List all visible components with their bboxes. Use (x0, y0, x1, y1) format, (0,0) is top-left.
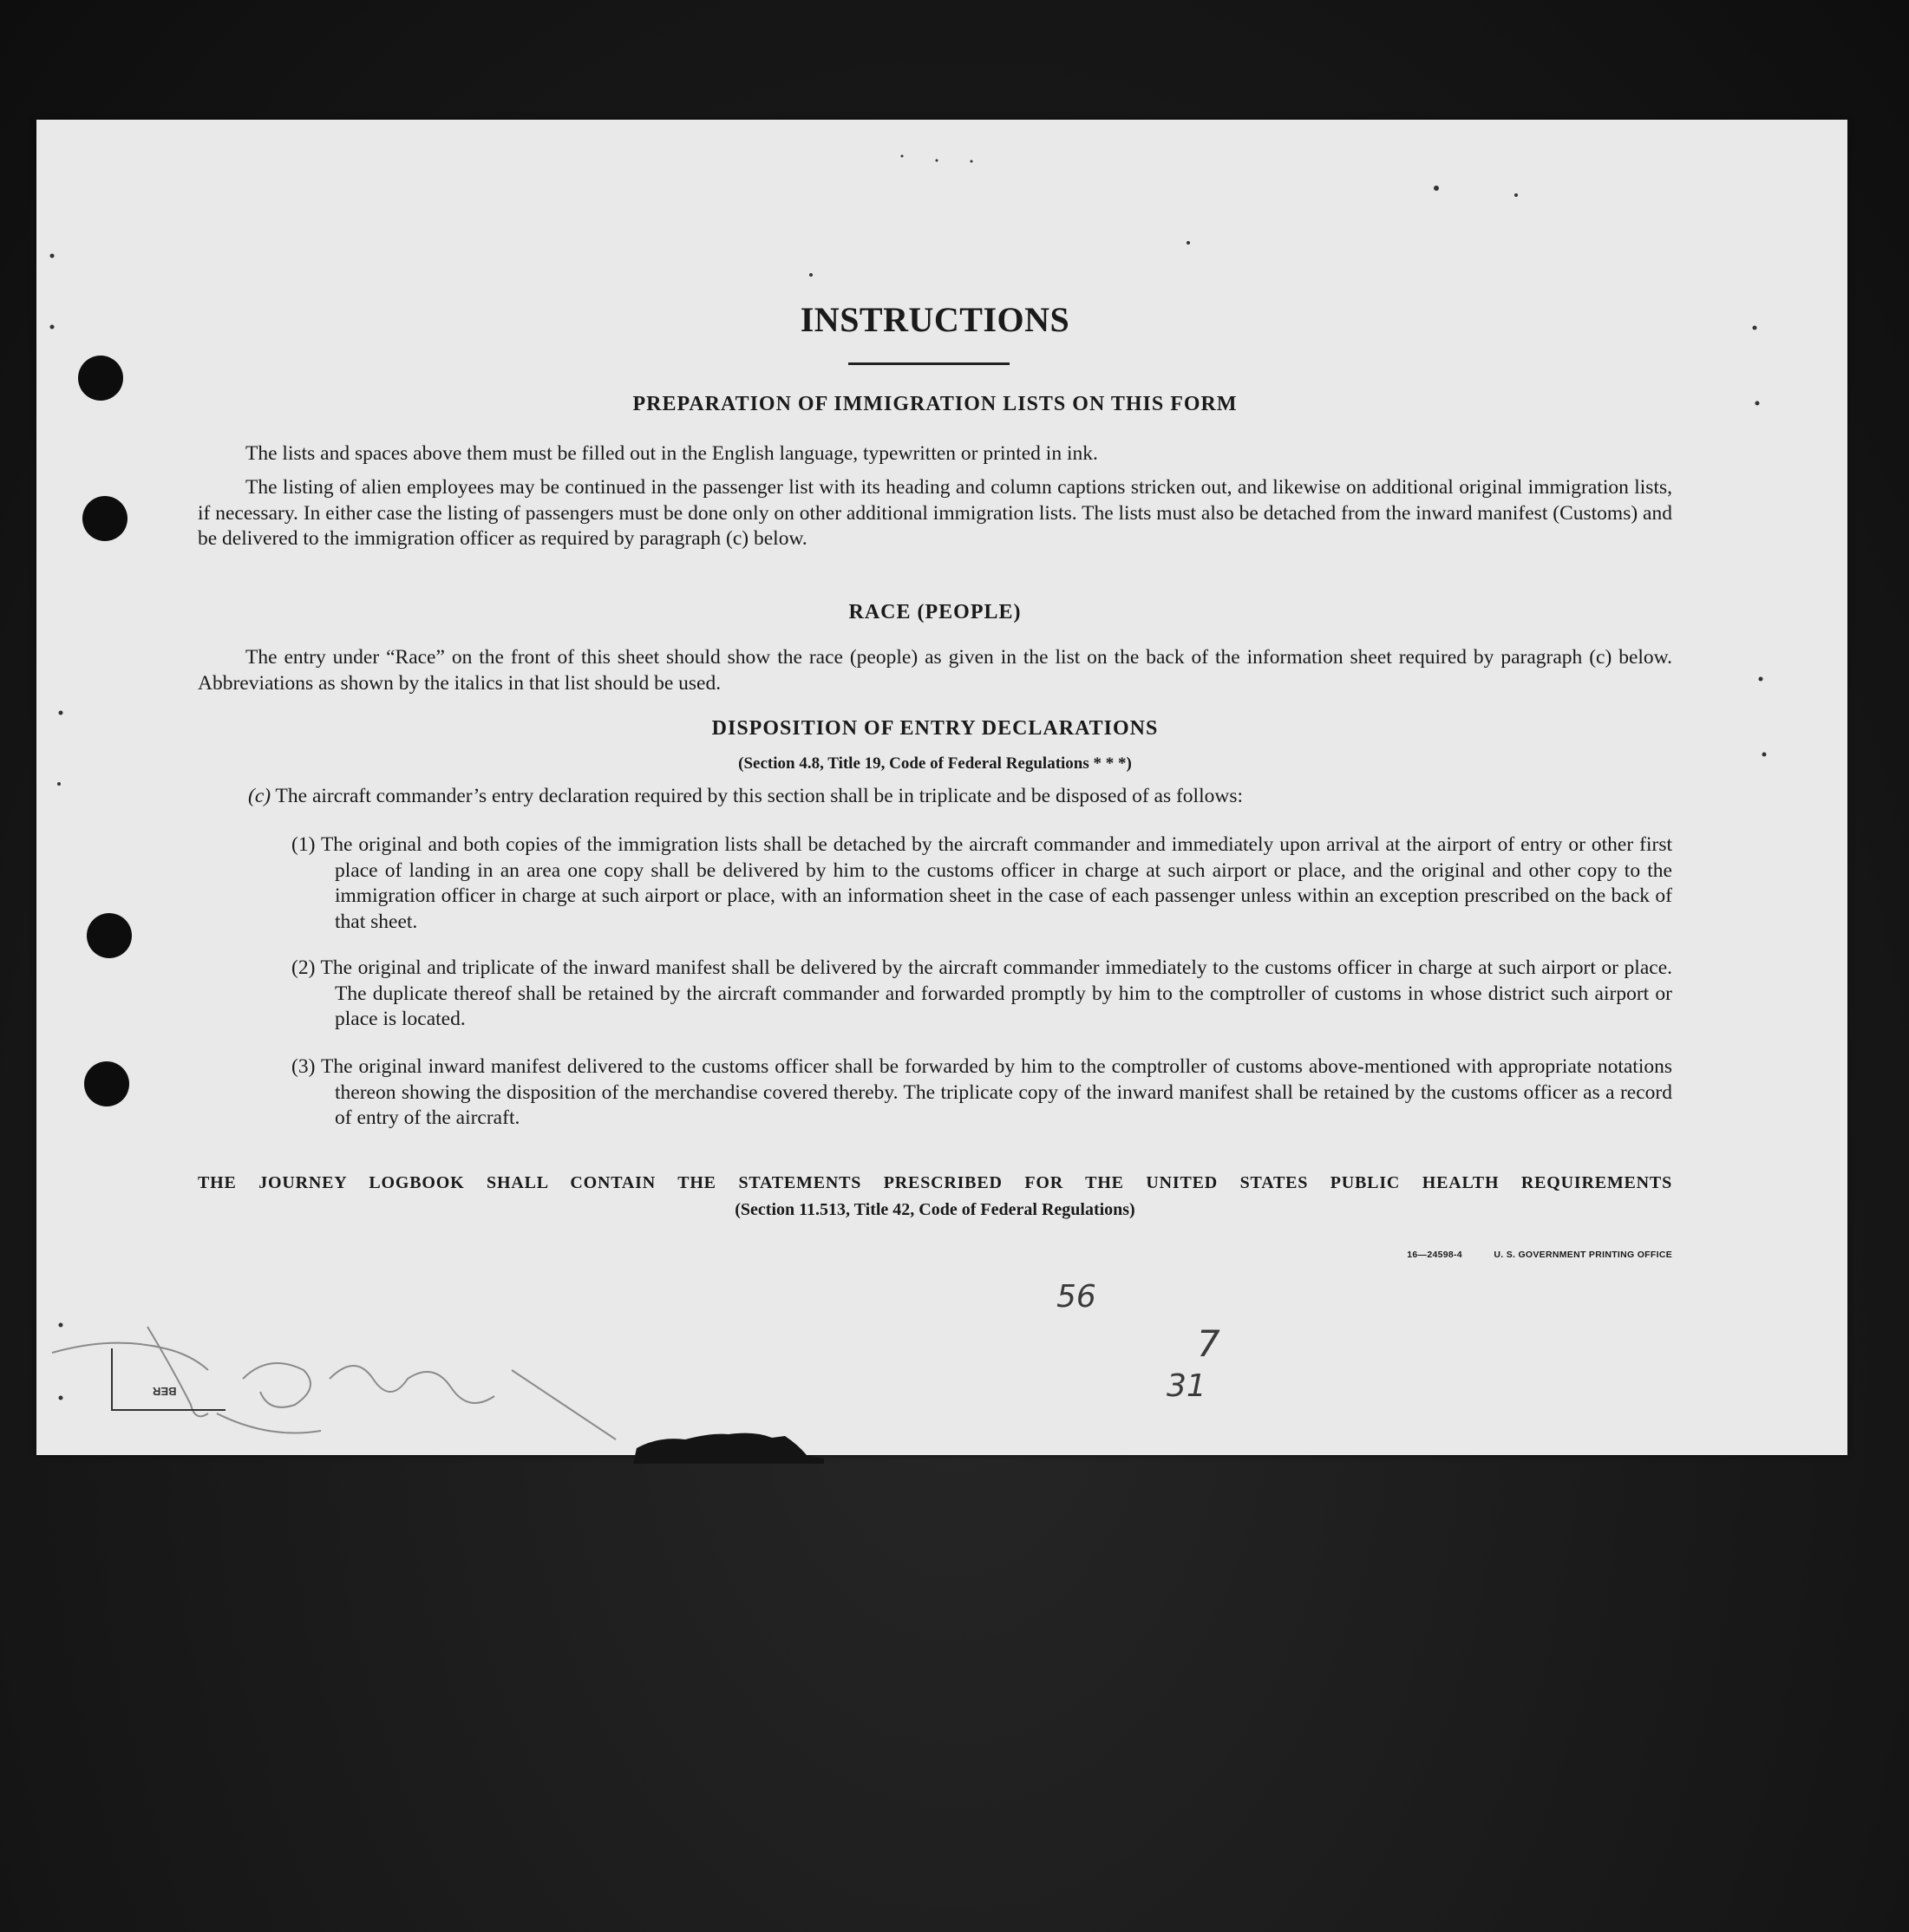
handwritten-note: 31 (1167, 1368, 1206, 1404)
item-text: The original and both copies of the immigration lists shall be detached by the aircraft commander and immediately upon arrival at the airport of entry or other first place of landing in an area one copy shall be delivered by him to the customs officer in charge at such airport or place, and the original and other copy to the immigration officer in charge at such airport or place, with an information sheet in the case of each passenger unless within an exception prescribed on the back of that sheet. (320, 833, 1673, 933)
paragraph-alien-employees: The listing of alien employees may be continued in the passenger list with its heading and column captions stricken out, and likewise on additional original immigration lists, if necessary. In either case the listing of passengers must be done only on other additional immigration lists. The lists must also be detached from the inward manifest (Customs) and be delivered to the immigration officer as required by paragraph (c) below. (198, 476, 1672, 550)
stamp-box (111, 1348, 226, 1411)
page-title: INSTRUCTIONS (800, 300, 1070, 339)
section-heading-race: RACE (PEOPLE) (848, 601, 1022, 623)
item-text: The original inward manifest delivered to the customs officer shall be forwarded by him to the comptroller of customs above-mentioned with appropriate notations thereon showing the disposition of the merchandise covered thereby. The triplicate copy of the inward manifest shall be retained by the customs officer as a record of entry of the aircraft. (321, 1055, 1673, 1129)
stamp-fragment: BER (153, 1385, 177, 1398)
form-number: 16—24598-4 (1407, 1250, 1462, 1260)
health-requirements-statement: THE JOURNEY LOGBOOK SHALL CONTAIN THE STATEMENTS PRESCRIBED FOR THE UNITED STATES PUBLIC HEALTH REQUIREMENTS (198, 1173, 1672, 1192)
intro-label: (c) (248, 785, 271, 807)
list-item (291, 956, 1672, 1033)
section-heading-preparation: PREPARATION OF IMMIGRATION LISTS ON THIS FORM (632, 393, 1238, 415)
printer-name: U. S. GOVERNMENT PRINTING OFFICE (1494, 1250, 1672, 1260)
paragraph-language: The lists and spaces above them must be filled out in the English language, typewritten or printed in ink. (245, 442, 1098, 465)
item-number: (2) (291, 956, 316, 979)
title-underline (848, 362, 1010, 365)
printing-office-imprint (1351, 1250, 1672, 1260)
item-text: The original and triplicate of the inward manifest shall be delivered by the aircraft commander immediately to the customs officer in charge at such airport or place. The duplicate thereof shall be retained by the aircraft commander and forwarded promptly by him to the comptroller of customs in whose district such airport or place is located. (320, 956, 1672, 1030)
intro-text: The aircraft commander’s entry declaration required by this section shall be in triplicate and be disposed of as follows: (275, 785, 1244, 807)
item-number: (3) (291, 1055, 316, 1078)
handwritten-note: 56 (1056, 1279, 1096, 1315)
paragraph-race: The entry under “Race” on the front of this sheet should show the race (people) as given in the list on the back of the information sheet required by paragraph (c) below. Abbreviations as shown by the italics in that list should be used. (198, 646, 1672, 695)
paragraph-c-intro (248, 784, 1672, 810)
health-requirements-citation: (Section 11.513, Title 42, Code of Federal Regulations) (735, 1200, 1135, 1219)
list-item (291, 1054, 1672, 1132)
section-heading-disposition: DISPOSITION OF ENTRY DECLARATIONS (711, 717, 1159, 740)
list-item (291, 832, 1672, 935)
item-number: (1) (291, 833, 316, 856)
handwritten-note: 7 (1197, 1322, 1220, 1365)
section-citation: (Section 4.8, Title 19, Code of Federal Regulations * * *) (738, 754, 1132, 773)
